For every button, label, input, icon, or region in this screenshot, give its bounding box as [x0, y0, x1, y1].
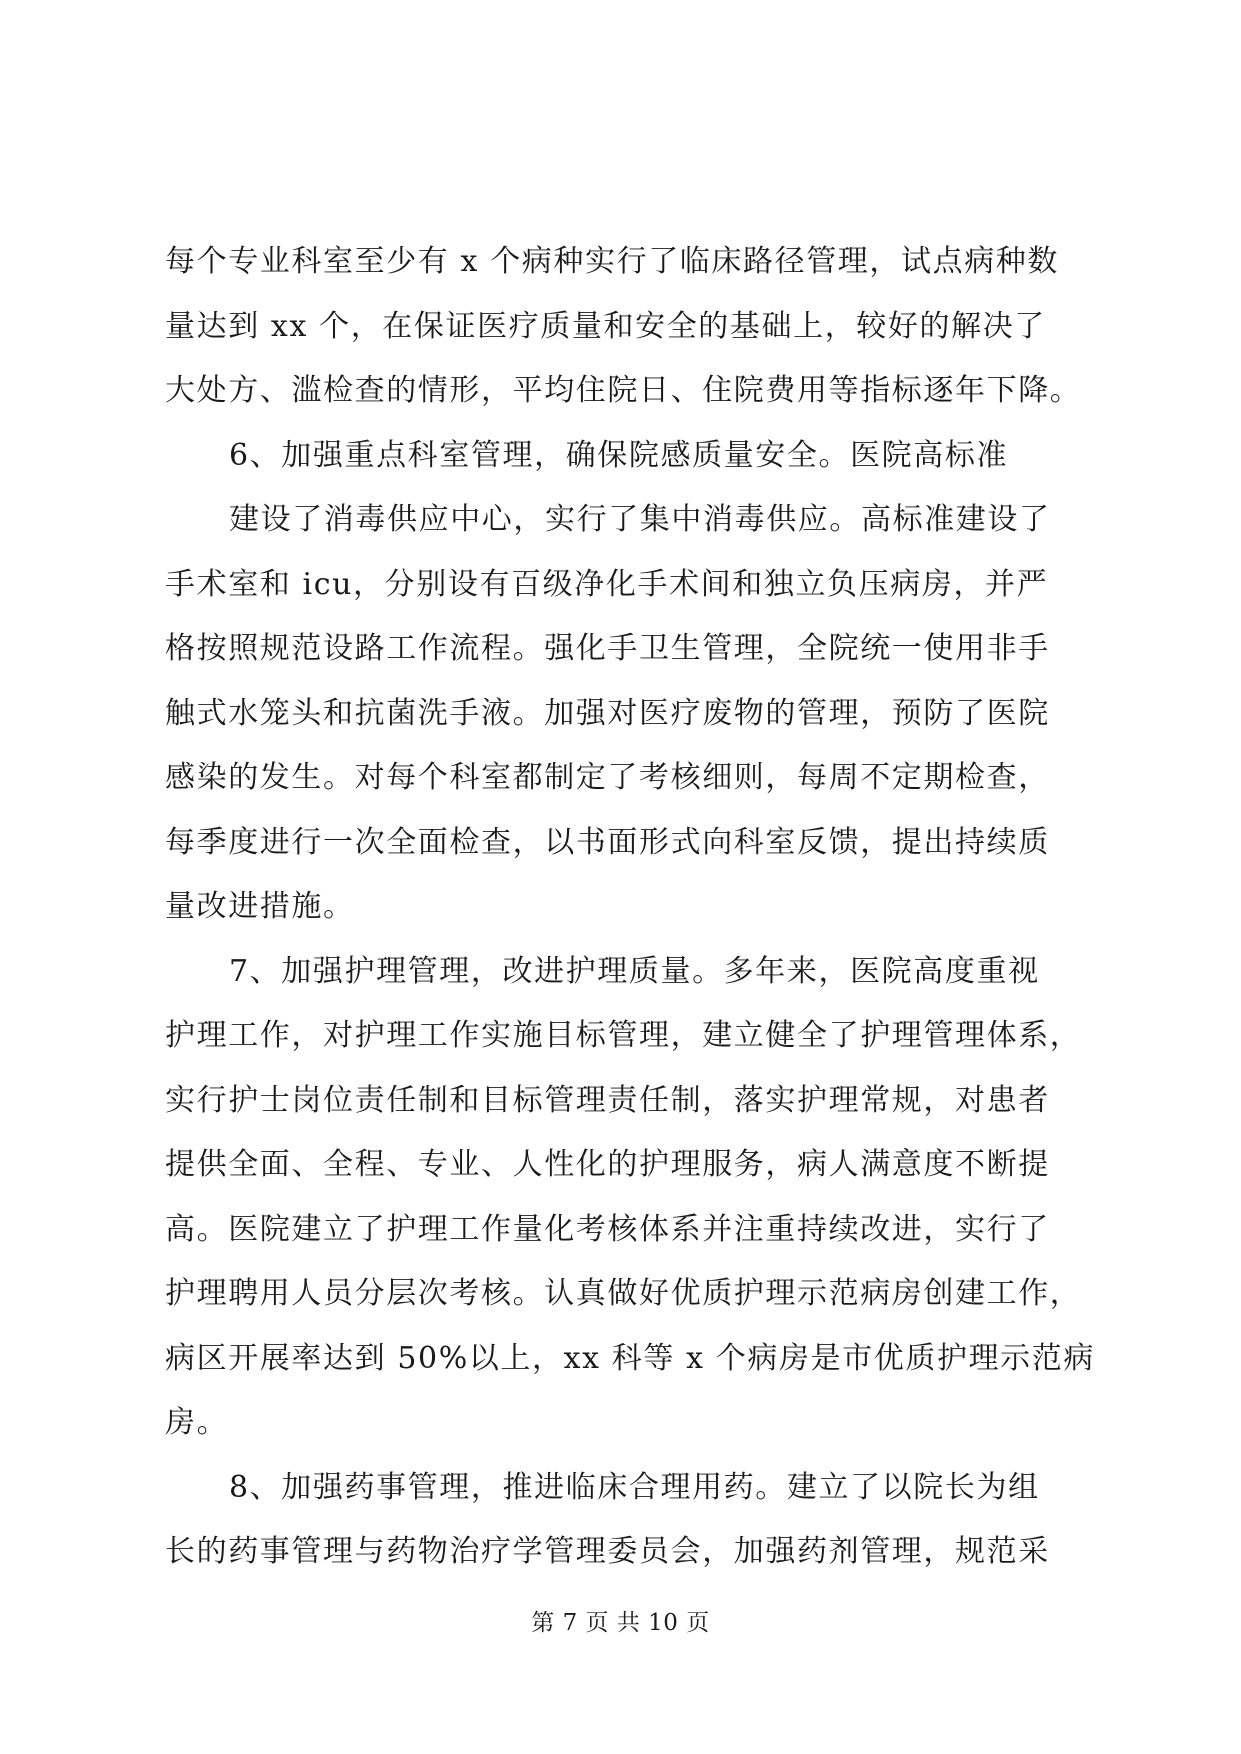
text-line: 提供全面、全程、专业、人性化的护理服务，病人满意度不断提	[165, 1147, 1050, 1182]
text-line: 触式水笼头和抗菌洗手液。加强对医疗废物的管理，预防了医院	[165, 695, 1050, 731]
text-line: 每季度进行一次全面检查，以书面形式向科室反馈，提出持续质	[165, 824, 1050, 860]
section-8-heading-line: 8、加强药事管理，推进临床合理用药。建立了以院长为组	[229, 1469, 1040, 1505]
text-line: 量改进措施。	[165, 889, 355, 924]
text-line: 格按照规范设路工作流程。强化手卫生管理，全院统一使用非手	[165, 631, 1050, 666]
text-line: 每个专业科室至少有 x 个病种实行了临床路径管理，试点病种数	[165, 244, 1059, 279]
section-7-heading-line: 7、加强护理管理，改进护理质量。多年来，医院高度重视	[229, 953, 1040, 989]
text-line: 高。医院建立了护理工作量化考核体系并注重持续改进，实行了	[165, 1211, 1050, 1247]
text-line: 护理工作，对护理工作实施目标管理，建立健全了护理管理体系，	[165, 1018, 1082, 1053]
text-line: 大处方、滥检查的情形，平均住院日、住院费用等指标逐年下降。	[165, 373, 1082, 408]
text-line: 房。	[165, 1405, 229, 1440]
page-footer: 第 7 页 共 10 页	[531, 1610, 710, 1636]
text-line: 建设了消毒供应中心，实行了集中消毒供应。高标准建设了	[229, 502, 1051, 537]
body-text	[165, 230, 1095, 1585]
text-line: 长的药事管理与药物治疗学管理委员会，加强药剂管理，规范采	[165, 1534, 1050, 1569]
text-line: 病区开展率达到 50%以上，xx 科等 x 个病房是市优质护理示范病	[165, 1340, 1095, 1376]
text-line: 感染的发生。对每个科室都制定了考核细则，每周不定期检查，	[165, 760, 1050, 795]
text-line: 量达到 xx 个，在保证医疗质量和安全的基础上，较好的解决了	[165, 308, 1046, 344]
section-6-heading-line: 6、加强重点科室管理，确保院感质量安全。医院高标准	[229, 437, 1009, 473]
text-line: 护理聘用人员分层次考核。认真做好优质护理示范病房创建工作，	[165, 1276, 1082, 1311]
text-line: 实行护士岗位责任制和目标管理责任制，落实护理常规，对患者	[165, 1082, 1050, 1118]
text-line: 手术室和 icu，分别设有百级净化手术间和独立负压病房，并严	[165, 566, 1049, 602]
